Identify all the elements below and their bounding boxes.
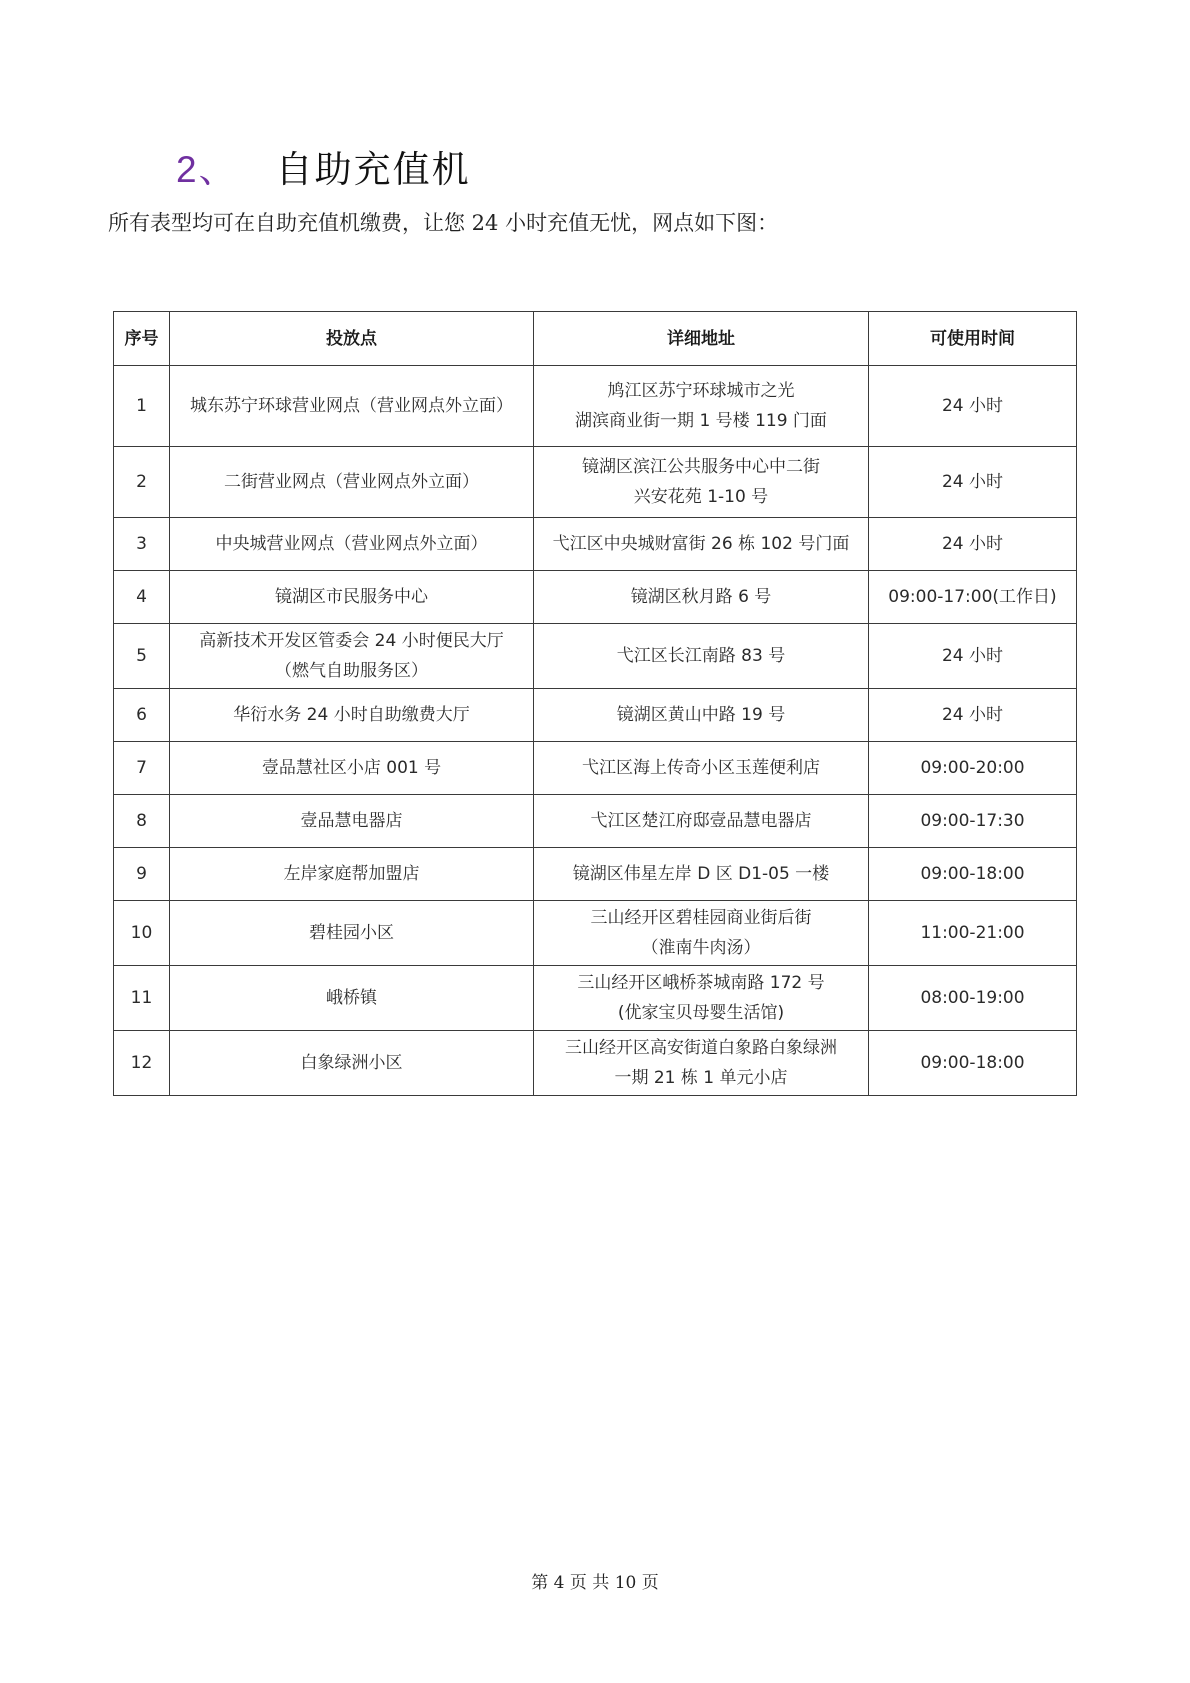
address-line: 镜湖区滨江公共服务中心中二街 [582, 457, 820, 477]
cell-number: 12 [114, 1031, 170, 1096]
table-row [114, 742, 1077, 795]
address-line: 弋江区海上传奇小区玉莲便利店 [582, 758, 820, 778]
address-line: 兴安花苑 1-10 号 [633, 487, 769, 507]
column-header-hours: 可使用时间 [869, 312, 1077, 366]
cell-address [534, 366, 869, 447]
site-line: 白象绿洲小区 [300, 1053, 403, 1073]
table-row [114, 447, 1077, 518]
cell-address [534, 795, 869, 848]
cell-address [534, 518, 869, 571]
cell-site [170, 624, 534, 689]
cell-address [534, 901, 869, 966]
site-line: 碧桂园小区 [309, 923, 394, 943]
cell-address [534, 966, 869, 1031]
site-line: 镜湖区市民服务中心 [275, 587, 428, 607]
cell-hours: 09:00-17:30 [869, 795, 1077, 848]
address-line: 三山经开区高安街道白象路白象绿洲 [565, 1038, 837, 1058]
cell-hours: 24 小时 [869, 689, 1077, 742]
address-line: 一期 21 栋 1 单元小店 [614, 1068, 788, 1088]
address-line: 弋江区楚江府邸壹品慧电器店 [590, 811, 812, 831]
site-line: 壹品慧社区小店 001 号 [261, 758, 442, 778]
column-header-address: 详细地址 [534, 312, 869, 366]
cell-hours: 24 小时 [869, 366, 1077, 447]
page-footer: 第 4 页 共 10 页 [531, 1573, 659, 1593]
cell-number: 10 [114, 901, 170, 966]
section-title: 自助充值机 [275, 148, 471, 191]
cell-site [170, 848, 534, 901]
site-line: 二街营业网点（营业网点外立面） [224, 472, 479, 492]
site-line: 中央城营业网点（营业网点外立面） [215, 534, 488, 554]
cell-site [170, 795, 534, 848]
cell-number: 6 [114, 689, 170, 742]
cell-number: 1 [114, 366, 170, 447]
address-line: 弋江区中央城财富街 26 栋 102 号门面 [552, 534, 850, 554]
cell-hours: 09:00-20:00 [869, 742, 1077, 795]
cell-address [534, 447, 869, 518]
cell-hours: 24 小时 [869, 624, 1077, 689]
cell-site [170, 901, 534, 966]
cell-hours: 08:00-19:00 [869, 966, 1077, 1031]
site-line: 高新技术开发区管委会 24 小时便民大厅 [199, 631, 504, 651]
table-row [114, 689, 1077, 742]
cell-site [170, 518, 534, 571]
site-line: 华衍水务 24 小时自助缴费大厅 [233, 705, 470, 725]
cell-site [170, 742, 534, 795]
column-header-site: 投放点 [170, 312, 534, 366]
cell-site [170, 1031, 534, 1096]
cell-number: 7 [114, 742, 170, 795]
cell-hours: 09:00-18:00 [869, 848, 1077, 901]
table-row [114, 795, 1077, 848]
table-row [114, 1031, 1077, 1096]
address-line: 湖滨商业街一期 1 号楼 119 门面 [575, 411, 827, 431]
cell-address [534, 624, 869, 689]
self-service-sites-table [113, 311, 1077, 1096]
cell-site [170, 447, 534, 518]
address-line: 鸠江区苏宁环球城市之光 [607, 381, 795, 401]
table-row [114, 848, 1077, 901]
address-line: (优家宝贝母婴生活馆) [617, 1003, 785, 1023]
address-line: 三山经开区峨桥茶城南路 172 号 [577, 973, 825, 993]
site-line: 壹品慧电器店 [300, 811, 403, 831]
cell-site [170, 966, 534, 1031]
site-line: 城东苏宁环球营业网点（营业网点外立面） [190, 396, 513, 416]
section-number: 2、 [176, 149, 238, 190]
cell-hours: 24 小时 [869, 518, 1077, 571]
cell-number: 9 [114, 848, 170, 901]
site-line: 峨桥镇 [326, 988, 377, 1008]
site-line: （燃气自助服务区） [275, 661, 428, 681]
address-line: 三山经开区碧桂园商业街后街 [590, 908, 812, 928]
address-line: （淮南牛肉汤） [641, 938, 761, 958]
address-line: 镜湖区秋月路 6 号 [630, 587, 772, 607]
cell-site [170, 689, 534, 742]
cell-site [170, 571, 534, 624]
intro-paragraph: 所有表型均可在自助充值机缴费，让您 24 小时充值无忧，网点如下图： [108, 211, 779, 235]
table-row [114, 901, 1077, 966]
cell-number: 2 [114, 447, 170, 518]
cell-number: 5 [114, 624, 170, 689]
table-row [114, 624, 1077, 689]
cell-address [534, 848, 869, 901]
section-heading [176, 146, 471, 194]
address-line: 镜湖区黄山中路 19 号 [616, 705, 786, 725]
table-body [114, 366, 1077, 1096]
address-line: 弋江区长江南路 83 号 [616, 646, 786, 666]
site-line: 左岸家庭帮加盟店 [283, 864, 420, 884]
table-header-row [114, 312, 1077, 366]
cell-hours: 09:00-18:00 [869, 1031, 1077, 1096]
cell-address [534, 689, 869, 742]
address-line: 镜湖区伟星左岸 D 区 D1-05 一楼 [572, 864, 830, 884]
cell-address [534, 571, 869, 624]
table-row [114, 571, 1077, 624]
cell-site [170, 366, 534, 447]
cell-address [534, 742, 869, 795]
cell-hours: 09:00-17:00(工作日) [869, 571, 1077, 624]
table-header [114, 312, 1077, 366]
table-row [114, 966, 1077, 1031]
cell-address [534, 1031, 869, 1096]
cell-hours: 11:00-21:00 [869, 901, 1077, 966]
table-row [114, 366, 1077, 447]
cell-number: 8 [114, 795, 170, 848]
table-row [114, 518, 1077, 571]
column-header-number: 序号 [114, 312, 170, 366]
cell-number: 11 [114, 966, 170, 1031]
cell-hours: 24 小时 [869, 447, 1077, 518]
cell-number: 3 [114, 518, 170, 571]
cell-number: 4 [114, 571, 170, 624]
